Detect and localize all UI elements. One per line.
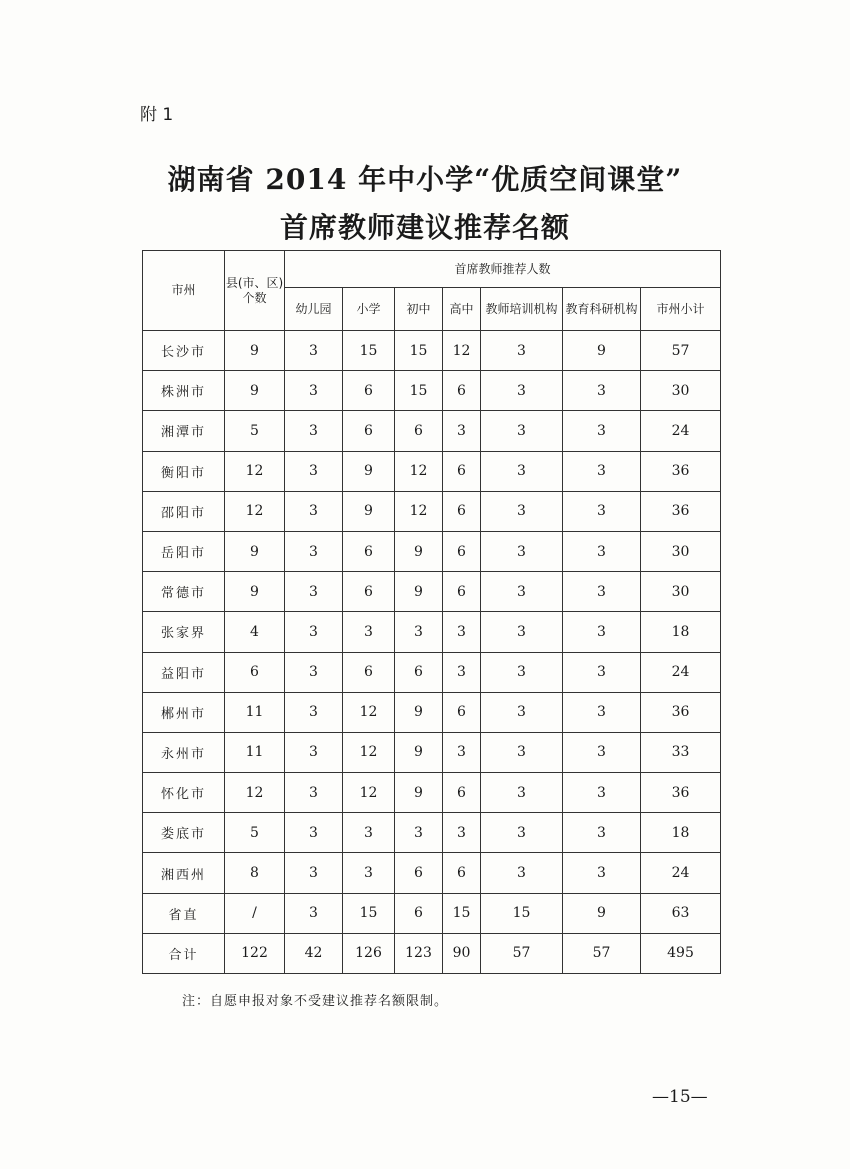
quota-table — [142, 250, 721, 974]
value-cell: 57 — [563, 933, 641, 973]
value-cell: 12 — [343, 692, 395, 732]
value-cell: 5 — [225, 411, 285, 451]
value-cell: 9 — [395, 692, 443, 732]
city-cell: 衡阳市 — [143, 451, 225, 491]
table-row — [143, 371, 721, 411]
value-cell: 6 — [343, 652, 395, 692]
value-cell: 3 — [563, 371, 641, 411]
value-cell: 3 — [481, 331, 563, 371]
value-cell: 3 — [285, 652, 343, 692]
value-cell: 3 — [481, 652, 563, 692]
value-cell: 15 — [481, 893, 563, 933]
value-cell: 122 — [225, 933, 285, 973]
value-cell: 3 — [563, 411, 641, 451]
header-junior: 初中 — [395, 288, 443, 331]
value-cell: 6 — [343, 531, 395, 571]
value-cell: 3 — [443, 732, 481, 772]
table-row — [143, 531, 721, 571]
value-cell: 3 — [563, 572, 641, 612]
value-cell: 36 — [641, 692, 721, 732]
value-cell: 3 — [481, 773, 563, 813]
city-cell: 益阳市 — [143, 652, 225, 692]
value-cell: 9 — [225, 371, 285, 411]
value-cell: 18 — [641, 813, 721, 853]
city-cell: 合计 — [143, 933, 225, 973]
table-body — [143, 331, 721, 974]
value-cell: 6 — [443, 692, 481, 732]
value-cell: 24 — [641, 411, 721, 451]
value-cell: 30 — [641, 371, 721, 411]
value-cell: 8 — [225, 853, 285, 893]
value-cell: 18 — [641, 612, 721, 652]
value-cell: 6 — [443, 371, 481, 411]
value-cell: 12 — [225, 451, 285, 491]
header-training: 教师培训机构 — [481, 288, 563, 331]
value-cell: 3 — [285, 893, 343, 933]
value-cell: 6 — [443, 853, 481, 893]
value-cell: 3 — [563, 853, 641, 893]
table-row — [143, 813, 721, 853]
value-cell: / — [225, 893, 285, 933]
value-cell: 495 — [641, 933, 721, 973]
city-cell: 永州市 — [143, 732, 225, 772]
city-cell: 娄底市 — [143, 813, 225, 853]
value-cell: 3 — [443, 612, 481, 652]
value-cell: 5 — [225, 813, 285, 853]
value-cell: 12 — [343, 732, 395, 772]
table-row — [143, 612, 721, 652]
value-cell: 6 — [443, 773, 481, 813]
value-cell: 3 — [563, 773, 641, 813]
header-senior: 高中 — [443, 288, 481, 331]
value-cell: 6 — [443, 491, 481, 531]
city-cell: 邵阳市 — [143, 491, 225, 531]
value-cell: 4 — [225, 612, 285, 652]
value-cell: 12 — [395, 451, 443, 491]
value-cell: 3 — [481, 692, 563, 732]
value-cell: 9 — [395, 732, 443, 772]
value-cell: 6 — [343, 572, 395, 612]
value-cell: 3 — [285, 451, 343, 491]
value-cell: 3 — [285, 773, 343, 813]
value-cell: 3 — [285, 853, 343, 893]
value-cell: 3 — [285, 572, 343, 612]
value-cell: 12 — [225, 773, 285, 813]
value-cell: 63 — [641, 893, 721, 933]
value-cell: 24 — [641, 853, 721, 893]
value-cell: 3 — [443, 411, 481, 451]
value-cell: 3 — [563, 491, 641, 531]
value-cell: 3 — [563, 813, 641, 853]
value-cell: 6 — [395, 893, 443, 933]
value-cell: 11 — [225, 692, 285, 732]
value-cell: 15 — [395, 331, 443, 371]
header-kindergarten: 幼儿园 — [285, 288, 343, 331]
value-cell: 6 — [443, 451, 481, 491]
value-cell: 36 — [641, 491, 721, 531]
value-cell: 15 — [443, 893, 481, 933]
value-cell: 3 — [481, 732, 563, 772]
city-cell: 长沙市 — [143, 331, 225, 371]
value-cell: 6 — [395, 652, 443, 692]
value-cell: 3 — [343, 853, 395, 893]
value-cell: 3 — [481, 491, 563, 531]
attachment-label: 附 1 — [140, 105, 174, 125]
table-row — [143, 491, 721, 531]
value-cell: 3 — [443, 652, 481, 692]
value-cell: 6 — [343, 371, 395, 411]
value-cell: 33 — [641, 732, 721, 772]
value-cell: 3 — [285, 411, 343, 451]
value-cell: 24 — [641, 652, 721, 692]
value-cell: 6 — [443, 531, 481, 571]
footnote: 注：自愿申报对象不受建议推荐名额限制。 — [182, 994, 449, 1009]
value-cell: 3 — [343, 612, 395, 652]
value-cell: 3 — [481, 531, 563, 571]
table-row — [143, 451, 721, 491]
value-cell: 3 — [285, 692, 343, 732]
value-cell: 9 — [225, 331, 285, 371]
value-cell: 36 — [641, 451, 721, 491]
table-row — [143, 732, 721, 772]
city-cell: 湘潭市 — [143, 411, 225, 451]
page-number: —15— — [652, 1087, 708, 1107]
table-row — [143, 773, 721, 813]
value-cell: 12 — [443, 331, 481, 371]
value-cell: 90 — [443, 933, 481, 973]
value-cell: 3 — [563, 652, 641, 692]
value-cell: 3 — [481, 371, 563, 411]
value-cell: 3 — [563, 451, 641, 491]
value-cell: 3 — [395, 813, 443, 853]
value-cell: 12 — [225, 491, 285, 531]
value-cell: 3 — [481, 853, 563, 893]
table-row — [143, 692, 721, 732]
city-cell: 岳阳市 — [143, 531, 225, 571]
table-row — [143, 853, 721, 893]
table-row — [143, 572, 721, 612]
value-cell: 3 — [443, 813, 481, 853]
value-cell: 36 — [641, 773, 721, 813]
value-cell: 15 — [343, 331, 395, 371]
value-cell: 9 — [343, 491, 395, 531]
header-county-count: 县(市、区)个数 — [225, 251, 285, 331]
value-cell: 9 — [563, 893, 641, 933]
value-cell: 123 — [395, 933, 443, 973]
value-cell: 11 — [225, 732, 285, 772]
page-subtitle: 首席教师建议推荐名额 — [279, 211, 570, 244]
value-cell: 3 — [481, 572, 563, 612]
value-cell: 9 — [225, 572, 285, 612]
value-cell: 6 — [395, 853, 443, 893]
value-cell: 3 — [563, 531, 641, 571]
header-research: 教育科研机构 — [563, 288, 641, 331]
value-cell: 9 — [395, 531, 443, 571]
value-cell: 3 — [395, 612, 443, 652]
value-cell: 15 — [395, 371, 443, 411]
value-cell: 42 — [285, 933, 343, 973]
header-city: 市州 — [143, 251, 225, 331]
value-cell: 3 — [563, 692, 641, 732]
value-cell: 9 — [563, 331, 641, 371]
value-cell: 3 — [285, 531, 343, 571]
city-cell: 省直 — [143, 893, 225, 933]
value-cell: 30 — [641, 531, 721, 571]
city-cell: 张家界 — [143, 612, 225, 652]
value-cell: 30 — [641, 572, 721, 612]
value-cell: 3 — [285, 612, 343, 652]
header-recommend-group: 首席教师推荐人数 — [285, 251, 721, 288]
value-cell: 6 — [395, 411, 443, 451]
value-cell: 12 — [395, 491, 443, 531]
header-primary: 小学 — [343, 288, 395, 331]
value-cell: 3 — [285, 491, 343, 531]
value-cell: 57 — [641, 331, 721, 371]
value-cell: 57 — [481, 933, 563, 973]
value-cell: 12 — [343, 773, 395, 813]
city-cell: 常德市 — [143, 572, 225, 612]
value-cell: 9 — [225, 531, 285, 571]
value-cell: 3 — [563, 732, 641, 772]
value-cell: 3 — [563, 612, 641, 652]
table-row — [143, 933, 721, 973]
table-row — [143, 331, 721, 371]
value-cell: 3 — [481, 813, 563, 853]
value-cell: 6 — [443, 572, 481, 612]
table-row — [143, 893, 721, 933]
value-cell: 9 — [395, 773, 443, 813]
value-cell: 3 — [285, 813, 343, 853]
value-cell: 3 — [285, 371, 343, 411]
value-cell: 9 — [343, 451, 395, 491]
value-cell: 126 — [343, 933, 395, 973]
table-row — [143, 652, 721, 692]
header-subtotal: 市州小计 — [641, 288, 721, 331]
city-cell: 湘西州 — [143, 853, 225, 893]
table-row — [143, 411, 721, 451]
value-cell: 3 — [285, 732, 343, 772]
page-title: 湖南省 2014 年中小学“优质空间课堂” — [167, 163, 683, 196]
value-cell: 9 — [395, 572, 443, 612]
value-cell: 3 — [285, 331, 343, 371]
value-cell: 3 — [481, 451, 563, 491]
value-cell: 15 — [343, 893, 395, 933]
value-cell: 6 — [225, 652, 285, 692]
value-cell: 6 — [343, 411, 395, 451]
city-cell: 怀化市 — [143, 773, 225, 813]
value-cell: 3 — [481, 411, 563, 451]
value-cell: 3 — [343, 813, 395, 853]
city-cell: 株洲市 — [143, 371, 225, 411]
city-cell: 郴州市 — [143, 692, 225, 732]
value-cell: 3 — [481, 612, 563, 652]
